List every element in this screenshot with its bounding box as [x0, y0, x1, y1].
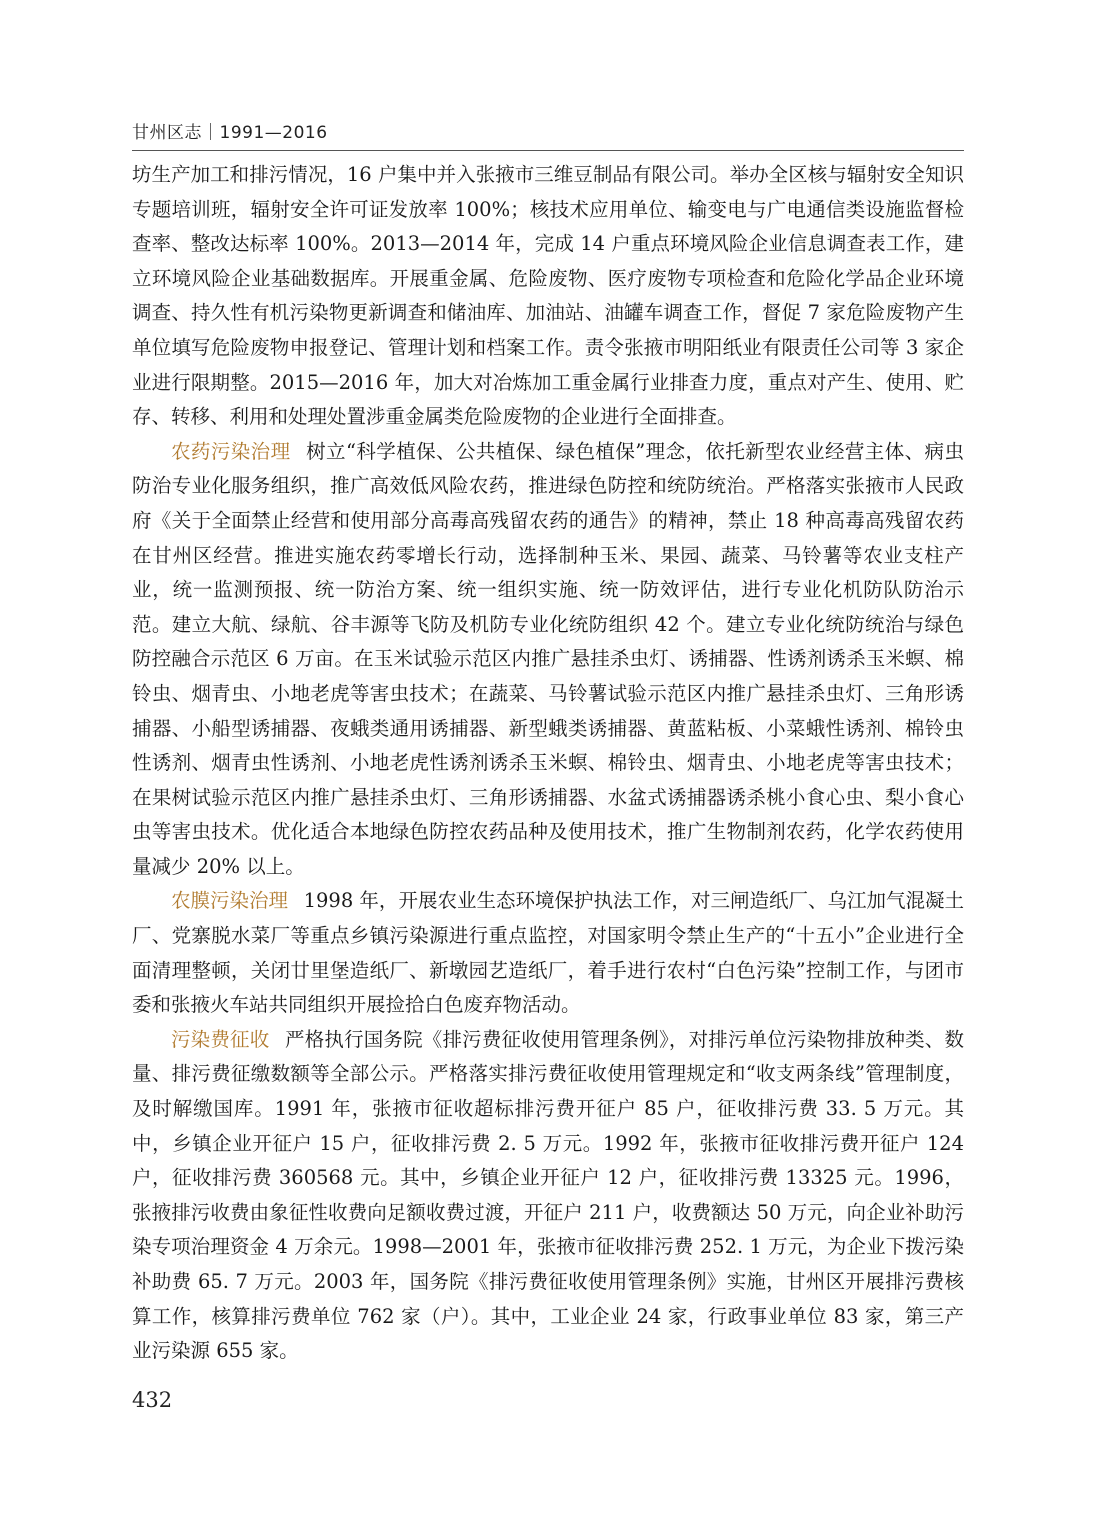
paragraph — [132, 884, 964, 1022]
paragraph-text: 树立“科学植保、公共植保、绿色植保”理念，依托新型农业经营主体、病虫防治专业化服务组织，推广高效低风险农药，推进绿色防控和统防统治。严格落实张掖市人民政府《关于全面禁止经营和使用部分高毒高残留农药的通告》的精神，禁止 18 种高毒高残留农药在甘州区经营。推进实施农药零增长行动，选择制种玉米、果园、蔬菜、马铃薯等农业支柱产业，统一监测预报、统一防治方案、统一组织实施、统一防效评估，进行专业化机防队防治示范。建立大航、绿航、谷丰源等飞防及机防专业化统防组织 42 个。建立专业化统防统治与绿色防控融合示范区 6 万亩。在玉米试验示范区内推广悬挂杀虫灯、诱捕器、性诱剂诱杀玉米螟、棉铃虫、烟青虫、小地老虎等害虫技术；在蔬菜、马铃薯试验示范区内推广悬挂杀虫灯、三角形诱捕器、小船型诱捕器、夜蛾类通用诱捕器、新型蛾类诱捕器、黄蓝粘板、小菜蛾性诱剂、棉铃虫性诱剂、烟青虫性诱剂、小地老虎性诱剂诱杀玉米螟、棉铃虫、烟青虫、小地老虎等害虫技术；在果树试验示范区内推广悬挂杀虫灯、三角形诱捕器、水盆式诱捕器诱杀桃小食心虫、梨小食心虫等害虫技术。优化适合本地绿色防控农药品种及使用技术，推广生物制剂农药，化学农药使用量减少 20% 以上。 — [132, 439, 964, 878]
paragraph — [132, 435, 964, 885]
paragraph-text: 严格执行国务院《排污费征收使用管理条例》，对排污单位污染物排放种类、数量、排污费征缴数额等全部公示。严格落实排污费征收使用管理规定和“收支两条线”管理制度，及时解缴国库。1991 年，张掖市征收超标排污费开征户 85 户，征收排污费 33. 5 万元。其中，乡镇企业开征户 15 户，征收排污费 2. 5 万元。1992 年，张掖市征收排污费开征户 124 户，征收排污费 360568 元。其中，乡镇企业开征户 12 户，征收排污费 13325 元。1996，张掖排污收费由象征性收费向足额收费过渡，开征户 211 户，收费额达 50 万元，向企业补助污染专项治理资金 4 万余元。1998—2001 年，张掖市征收排污费 252. 1 万元，为企业下拨污染补助费 65. 7 万元。2003 年，国务院《排污费征收使用管理条例》实施，甘州区开展排污费核算工作，核算排污费单位 762 家（户）。其中，工业企业 24 家，行政事业单位 83 家，第三产业污染源 655 家。 — [132, 1027, 964, 1363]
section-heading-film: 农膜污染治理 — [171, 889, 289, 913]
paragraph-text: 坊生产加工和排污情况，16 户集中并入张掖市三维豆制品有限公司。举办全区核与辐射安全知识专题培训班，辐射安全许可证发放率 100%；核技术应用单位、输变电与广电通信类设施监督检查率、整改达标率 100%。2013—2014 年，完成 14 户重点环境风险企业信息调查表工作，建立环境风险企业基础数据库。开展重金属、危险废物、医疗废物专项检查和危险化学品企业环境调查、持久性有机污染物更新调查和储油库、加油站、油罐车调查工作，督促 7 家危险废物产生单位填写危险废物申报登记、管理计划和档案工作。责令张掖市明阳纸业有限责任公司等 3 家企业进行限期整。2015—2016 年，加大对冶炼加工重金属行业排查力度，重点对产生、使用、贮存、转移、利用和处理处置涉重金属类危险废物的企业进行全面排查。 — [132, 163, 964, 429]
running-header — [132, 118, 964, 148]
paragraph — [132, 158, 964, 435]
section-heading-pesticide: 农药污染治理 — [171, 439, 291, 463]
section-heading-fee: 污染费征收 — [171, 1027, 270, 1051]
page-number: 432 — [132, 1388, 173, 1412]
header-years: 1991—2016 — [219, 123, 328, 143]
body-text — [132, 158, 964, 1369]
header-rule — [132, 150, 964, 151]
header-separator: ｜ — [202, 123, 220, 143]
book-title: 甘州区志 — [132, 123, 202, 143]
paragraph-text: 1998 年，开展农业生态环境保护执法工作，对三闸造纸厂、乌江加气混凝土厂、党寨脱水菜厂等重点乡镇污染源进行重点监控，对国家明令禁止生产的“十五小”企业进行全面清理整顿，关闭廿里堡造纸厂、新墩园艺造纸厂，着手进行农村“白色污染”控制工作，与团市委和张掖火车站共同组织开展捡拾白色废弃物活动。 — [132, 889, 964, 1017]
paragraph — [132, 1023, 964, 1369]
